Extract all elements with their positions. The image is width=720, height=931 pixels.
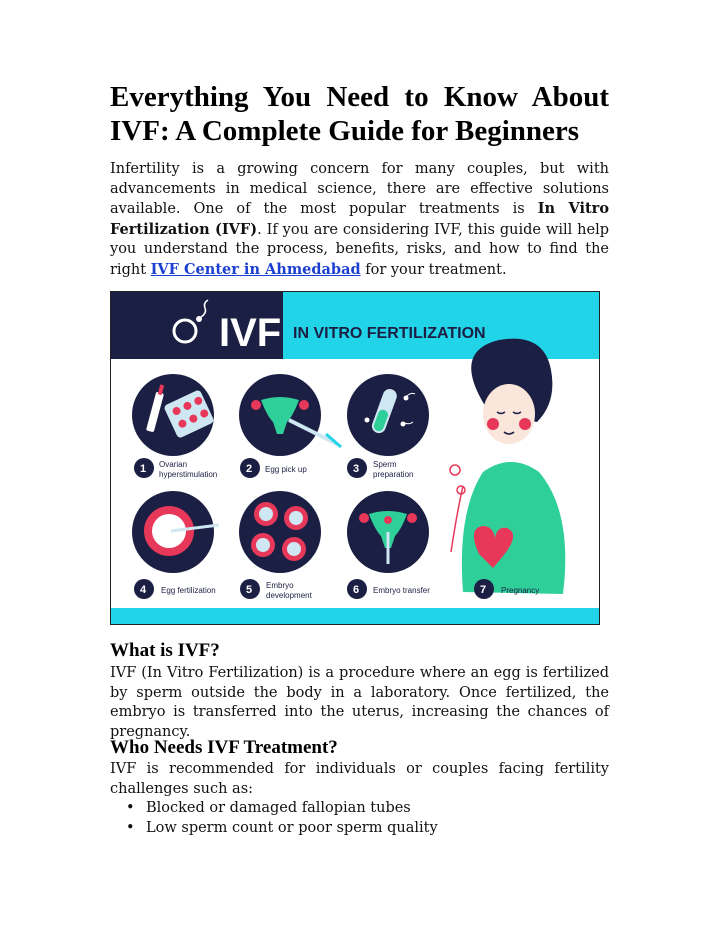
step-3-number: 3 [353, 463, 360, 475]
ivf-logo-text: IVF [219, 311, 282, 355]
bullet-icon: • [126, 820, 135, 836]
section-heading-who-needs-ivf: Who Needs IVF Treatment? [110, 737, 338, 758]
list-item [110, 798, 609, 818]
intro-text-3: for your treatment. [360, 261, 507, 278]
page-title: Everything You Need to Know About IVF: A Complete Guide for Beginners [110, 81, 609, 147]
banner-title: IN VITRO FERTILIZATION [293, 325, 486, 342]
bullet-icon: • [126, 800, 135, 816]
step-6-label-1: Embryo transfer [373, 586, 430, 595]
step-4-number: 4 [140, 584, 147, 596]
step-1-label-2: hyperstimulation [159, 470, 218, 479]
step-3-label-2: preparation [373, 470, 414, 479]
step-1-label-1: Ovarian [159, 460, 188, 469]
list-item-text: Blocked or damaged fallopian tubes [146, 800, 411, 816]
step-2-label-1: Egg pick up [265, 465, 307, 474]
list-item [110, 818, 609, 838]
intro-paragraph [110, 160, 609, 281]
flower-decoration-icon [450, 465, 465, 552]
step-1-number: 1 [140, 463, 147, 475]
step-4-label-1: Egg fertilization [161, 586, 216, 595]
step-5-label-1: Embryo [266, 581, 294, 590]
ivf-infographic [110, 291, 600, 625]
intro-bold-term: In Vitro Fertilization (IVF) [110, 200, 609, 238]
step-3-label-1: Sperm [373, 460, 397, 469]
step-2-number: 2 [246, 463, 253, 475]
step-5-circle [239, 491, 321, 573]
fertility-challenges-list [110, 798, 609, 838]
step-7-label-1: Pregnancy [501, 586, 540, 595]
section-heading-what-is-ivf: What is IVF? [110, 640, 220, 661]
list-item-text: Low sperm count or poor sperm quality [146, 820, 438, 836]
footer-cyan-band [111, 608, 599, 624]
step-5-number: 5 [246, 584, 253, 596]
intro-text-1: Infertility is a growing concern for many couples, but with advancements in medical science, there are effective solutions available. One of the most popular treatments is [110, 161, 609, 218]
section-what-is-ivf-body: IVF (In Vitro Fertilization) is a procedure where an egg is fertilized by sperm outside the body in a laboratory. Once fertilized, the embryo is transferred into the uterus, increasing the chances of pregnancy. [110, 665, 609, 740]
step-5-label-2: development [266, 591, 312, 600]
pregnant-woman-illustration [450, 339, 565, 594]
intro-text-2: . If you are considering IVF, this guide will help you understand the process, benefits, risks, and how to find the right [110, 221, 609, 278]
section-who-needs-ivf-body: IVF is recommended for individuals or couples facing fertility challenges such as: [110, 761, 609, 797]
step-6-number: 6 [353, 584, 360, 596]
ivf-center-link[interactable]: IVF Center in Ahmedabad [150, 260, 361, 278]
step-7-number: 7 [480, 584, 487, 596]
